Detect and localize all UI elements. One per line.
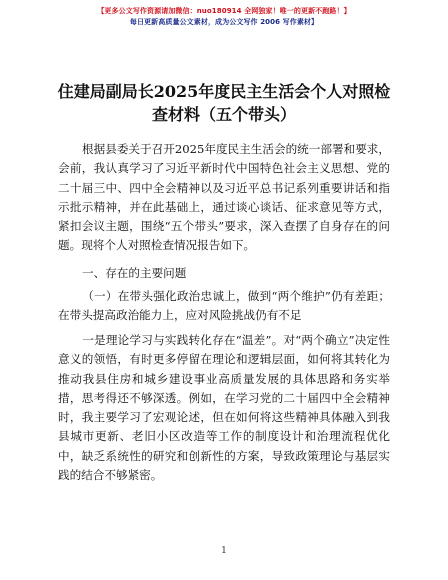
subsection-heading-text: （一）在带头强化政治忠诚上，做到“两个维护”仍有差距；在带头提高政治能力上，应对风险挑战仍有不足 [58, 289, 390, 323]
promo-banner-line1: 【更多公文写作资源请加微信：nuo180914 全网独家！唯一的更新不跑路！】 [97, 7, 351, 15]
page-number: 1 [221, 546, 227, 556]
section-heading [58, 264, 390, 283]
document-title-line1: 住建局副局长2025年度民主生活会个人对照检 [57, 82, 391, 101]
section-heading-text: 一、存在的主要问题 [82, 266, 187, 280]
promo-banner-line2: 每日更新高质量公文素材，成为公文写作 2006 写作素材】 [129, 18, 319, 26]
document-title-line2: 查材料（五个带头） [151, 105, 296, 124]
body-paragraph [58, 331, 390, 485]
intro-paragraph-text: 根据县委关于召开2025年度民主生活会的统一部署和要求，会前，我认真学习了习近平新时代中国特色社会主义思想、党的二十届三中、四中全会精神以及习近平总书记系列重要讲话和指示批示精神，并在此基础上，通过谈心谈话、征求意见等方式，紧扣会议主题，围绕“五个带头”要求，深入查摆了自身存在的问题。现将个人对照检查情况报告如下。 [58, 142, 390, 253]
intro-paragraph [58, 140, 390, 256]
body-paragraph-text: 一是理论学习与实践转化存在“温差”。对“两个确立”决定性意义的领悟，有时更多停留在理论和逻辑层面，如何将其转化为推动我县住房和城乡建设事业高质量发展的具体思路和务实举措，思考得还不够深透。例如，在学习党的二十届四中全会精神时，我主要学习了宏观论述，但在如何将这些精神具体融入到我县城市更新、老旧小区改造等工作的制度设计和治理流程优化中，缺乏系统性的研究和创新性的方案，导致政策理论与基层实践的结合不够紧密。 [58, 333, 390, 483]
subsection-heading [58, 287, 390, 326]
